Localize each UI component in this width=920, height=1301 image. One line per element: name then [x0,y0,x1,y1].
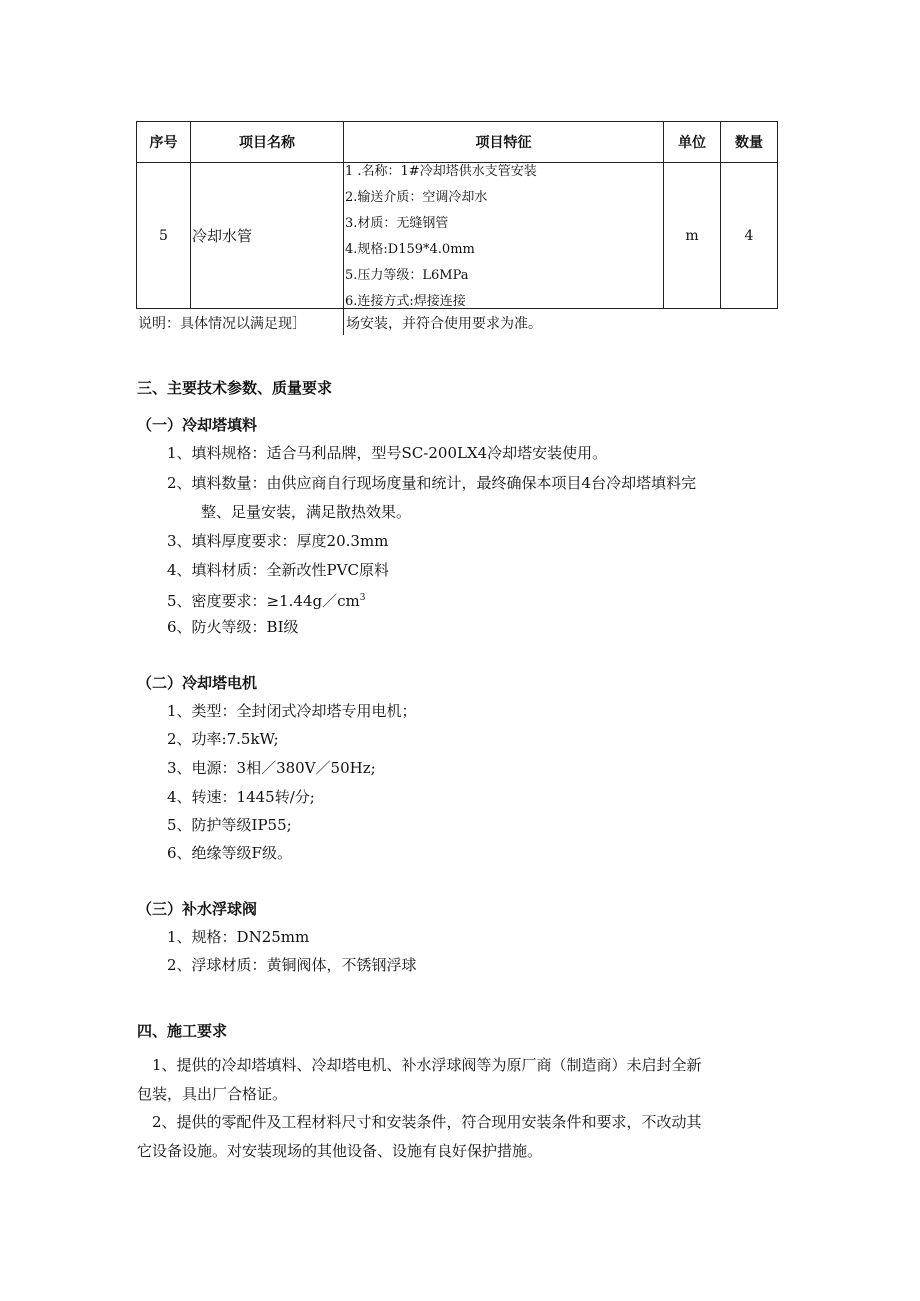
row-item-name: 冷却水管 [192,227,253,245]
row-qty: 4 [744,227,754,244]
sub3-item: 1、规格：DN25mm [167,928,310,946]
section4-para: 2、提供的零配件及工程材料尺寸和安装条件，符合现用安装条件和要求，不改动其 [152,1113,702,1131]
section4-para: 1、提供的冷却塔填料、冷却塔电机、补水浮球阀等为原厂商（制造商）未启封全新 [152,1056,702,1074]
sub2-item: 3、电源：3相／380V／50Hz; [167,759,376,777]
density-superscript: 3 [359,593,366,603]
table-border-bottom [136,308,778,309]
section4-title: 四、施工要求 [137,1022,228,1040]
sub3-title: （三）补水浮球阀 [137,900,258,918]
sub3-item: 2、浮球材质：黄铜阀体，不锈钢浮球 [167,956,417,974]
feature-line: 2.输送介质：空调冷却水 [345,190,488,205]
sub2-item: 1、类型：全封闭式冷却塔专用电机； [167,702,417,720]
header-item-feature: 项目特征 [475,135,532,151]
table-note-right: 场安装，并符合使用要求为准。 [346,316,542,332]
header-item-name: 项目名称 [239,135,295,151]
feature-line: 1 .名称：1#冷却塔供水支管安装 [345,164,537,179]
sub1-item-density [167,588,365,611]
sub1-item: 2、填料数量：由供应商自行现场度量和统计，最终确保本项目4台冷却塔填料完 [167,474,697,492]
row-unit: m [685,227,699,244]
sub1-item: 1、填料规格：适合马利品牌，型号SC-200LX4冷却塔安装使用。 [167,444,608,462]
feature-line: 6.连接方式:焊接连接 [345,294,466,308]
section3-title: 三、主要技术参数、质量要求 [137,379,333,397]
sub1-item: 4、填料材质：全新改性PVC原料 [167,561,389,579]
sub1-title: （一）冷却塔填料 [137,416,258,434]
section4-para: 包装，具出厂合格证。 [137,1085,288,1103]
table-note-left: 说明：具体情况以满足现］ [138,316,306,332]
feature-line: 3.材质：无缝钢管 [345,216,449,231]
sub2-item: 4、转速：1445转/分; [167,788,315,806]
sub1-item: 3、填料厚度要求：厚度20.3mm [167,532,389,550]
sub2-item: 6、绝缘等级F级。 [167,844,292,862]
sub1-item: 6、防火等级：BI级 [167,618,299,636]
row-seq: 5 [159,227,168,244]
section4-para: 它设备设施。对安装现场的其他设备、设施有良好保护措施。 [137,1142,543,1160]
row-feature-clip [0,163,920,308]
sub1-item: 整、足量安装，满足散热效果。 [201,503,412,521]
header-unit: 单位 [678,135,706,151]
density-text: 5、密度要求：≥1.44g／cm [167,592,360,610]
header-seq: 序号 [149,135,178,151]
header-qty: 数量 [735,135,763,151]
sub2-item: 2、功率:7.5kW; [167,730,279,748]
sub2-item: 5、防护等级IP55; [167,816,292,834]
sub2-title: （二）冷却塔电机 [137,674,258,692]
feature-line: 4.规格:D159*4.0mm [345,242,475,257]
feature-line: 5.压力等级：L6MPa [345,268,469,283]
